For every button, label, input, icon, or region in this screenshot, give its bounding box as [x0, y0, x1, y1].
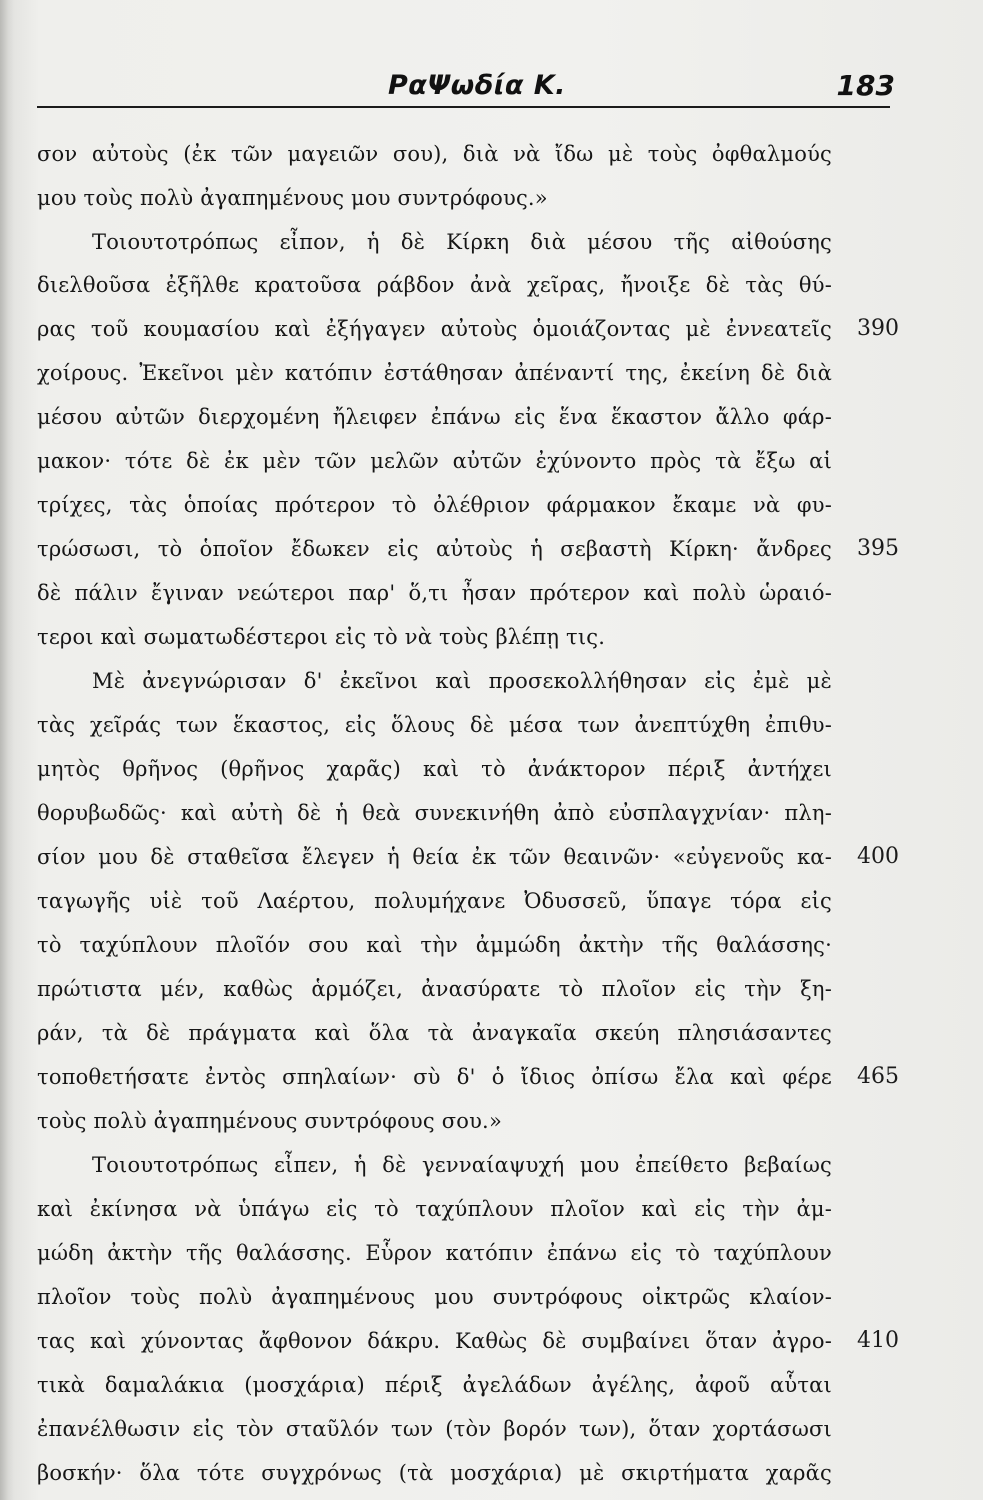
text-line: τοὺς πολὺ ἀγαπημένους συντρόφους σου.» [37, 1109, 502, 1133]
text-line: τας καὶ χύνοντας ἄφθονον δάκρυ. Καθὼς δὲ συμβαίνει ὅταν ἀγρο- [37, 1329, 832, 1353]
text-line: Τοιουτοτρόπως εἶπον, ἡ δὲ Κίρκη διὰ μέσου τῆς αἰθούσης [92, 230, 832, 254]
line-number-465: 465 [857, 1064, 899, 1089]
text-line: Μὲ ἀνεγνώρισαν δ' ἐκεῖνοι καὶ προσεκολλήθησαν εἰς ἐμὲ μὲ [92, 669, 832, 693]
text-line: βοσκήν· ὅλα τότε συγχρόνως (τὰ μοσχάρια) μὲ σκιρτήματα χαρᾶς [37, 1461, 832, 1485]
text-line: ρας τοῦ κουμασίου καὶ ἐξήγαγεν αὐτοὺς ὁμοιάζοντας μὲ ἐννεατεῖς [37, 317, 832, 341]
text-line: μακον· τότε δὲ ἐκ μὲν τῶν μελῶν αὐτῶν ἐχύνοντο πρὸς τὰ ἔξω αἱ [37, 449, 832, 473]
text-line: δὲ πάλιν ἔγιναν νεώτεροι παρ' ὅ,τι ἦσαν πρότερον καὶ πολὺ ὡραιό- [37, 581, 832, 605]
text-line: τρίχες, τὰς ὁποίας πρότερον τὸ ὀλέθριον φάρμακον ἔκαμε νὰ φυ- [37, 493, 832, 517]
text-line: πρώτιστα μέν, καθὼς ἁρμόζει, ἀνασύρατε τὸ πλοῖον εἰς τὴν ξη- [37, 977, 832, 1001]
line-number-395: 395 [857, 536, 899, 561]
text-line: ράν, τὰ δὲ πράγματα καὶ ὅλα τὰ ἀναγκαῖα σκεύη πλησιάσαντες [37, 1021, 832, 1045]
text-line: σίον μου δὲ σταθεῖσα ἔλεγεν ἡ θεία ἐκ τῶν θεαινῶν· «εὐγενοῦς κα- [37, 845, 832, 869]
text-line: καὶ ἐκίνησα νὰ ὑπάγω εἰς τὸ ταχύπλουν πλοῖον καὶ εἰς τὴν ἀμ- [37, 1197, 832, 1221]
running-title: ΡαΨωδία Κ. [388, 70, 566, 101]
text-line: τὰς χεῖράς των ἕκαστος, εἰς ὅλους δὲ μέσα των ἀνεπτύχθη ἐπιθυ- [37, 713, 832, 737]
text-line: θορυβωδῶς· καὶ αὐτὴ δὲ ἡ θεὰ συνεκινήθη ἀπὸ εὐσπλαγχνίαν· πλη- [37, 801, 832, 825]
text-line: μώδη ἀκτὴν τῆς θαλάσσης. Εὗρον κατόπιν ἐπάνω εἰς τὸ ταχύπλουν [37, 1241, 832, 1265]
text-line: μου τοὺς πολὺ ἀγαπημένους μου συντρόφους.» [37, 186, 548, 210]
text-line: ταγωγῆς υἱὲ τοῦ Λαέρτου, πολυμήχανε Ὀδυσσεῦ, ὕπαγε τόρα εἰς [37, 889, 832, 913]
line-number-390: 390 [857, 316, 899, 341]
text-line: μητὸς θρῆνος (θρῆνος χαρᾶς) καὶ τὸ ἀνάκτορον πέριξ ἀντήχει [37, 757, 832, 781]
text-line: σον αὐτοὺς (ἐκ τῶν μαγειῶν σου), διὰ νὰ ἴδω μὲ τοὺς ὀφθαλμούς [37, 142, 832, 166]
text-line: τρώσωσι, τὸ ὁποῖον ἔδωκεν εἰς αὐτοὺς ἡ σεβαστὴ Κίρκη· ἄνδρες [37, 537, 832, 561]
text-line: διελθοῦσα ἐξῆλθε κρατοῦσα ράβδον ἀνὰ χεῖρας, ἤνοιξε δὲ τὰς θύ- [37, 273, 832, 297]
text-line: τὸ ταχύπλουν πλοῖόν σου καὶ τὴν ἀμμώδη ἀκτὴν τῆς θαλάσσης· [37, 933, 832, 957]
text-line: χοίρους. Ἐκεῖνοι μὲν κατόπιν ἐστάθησαν ἀπέναντί της, ἐκείνη δὲ διὰ [37, 361, 832, 385]
text-line: ἐπανέλθωσιν εἰς τὸν σταῦλόν των (τὸν βορόν των), ὅταν χορτάσωσι [37, 1417, 832, 1441]
text-line: τοποθετήσατε ἐντὸς σπηλαίων· σὺ δ' ὁ ἴδιος ὀπίσω ἔλα καὶ φέρε [37, 1065, 832, 1089]
line-number-400: 400 [857, 844, 899, 869]
text-line: τεροι καὶ σωματωδέστεροι εἰς τὸ νὰ τοὺς βλέπῃ τις. [37, 625, 606, 649]
text-line: μέσου αὐτῶν διερχομένη ἤλειφεν ἐπάνω εἰς ἕνα ἕκαστον ἄλλο φάρ- [37, 405, 832, 429]
line-number-410: 410 [857, 1328, 899, 1353]
text-line: Τοιουτοτρόπως εἶπεν, ἡ δὲ γενναίαψυχή μου ἐπείθετο βεβαίως [92, 1153, 832, 1177]
text-line: τικὰ δαμαλάκια (μοσχάρια) πέριξ ἀγελάδων ἀγέλης, ἀφοῦ αὗται [37, 1373, 832, 1397]
page-number: 183 [836, 69, 895, 102]
text-line: πλοῖον τοὺς πολὺ ἀγαπημένους μου συντρόφους οἰκτρῶς κλαίον- [37, 1285, 832, 1309]
